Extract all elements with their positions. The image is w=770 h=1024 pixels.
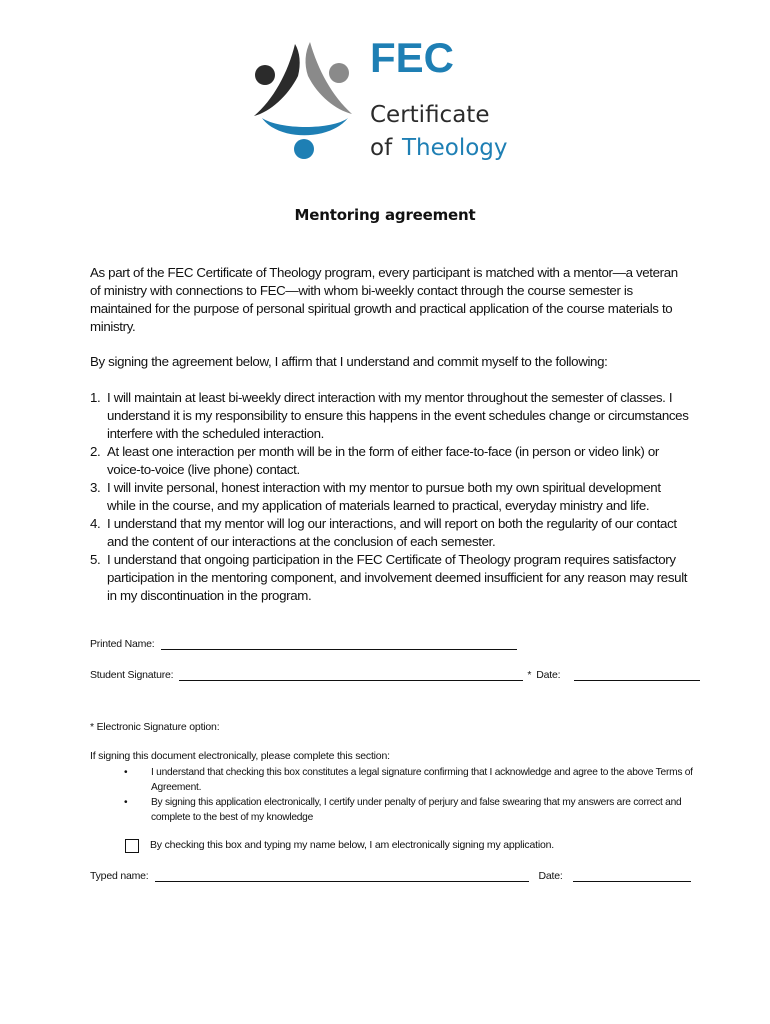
logo-brand: FEC	[370, 38, 454, 81]
signature-asterisk: *	[527, 669, 532, 681]
logo-line2-word: Theology	[402, 135, 508, 161]
list-item	[90, 479, 690, 515]
esig-checkbox-label: By checking this box and typing my name below, I am electronically signing my application.	[150, 839, 554, 851]
printed-name-row	[90, 638, 517, 650]
date2-label: Date:	[538, 870, 563, 882]
typed-name-label: Typed name:	[90, 870, 149, 882]
commitment-intro: By signing the agreement below, I affirm that I understand and commit myself to the following:	[90, 354, 608, 369]
esig-heading: * Electronic Signature option:	[90, 721, 220, 733]
list-item	[90, 515, 690, 551]
esig-checkbox[interactable]	[125, 839, 139, 853]
list-item	[90, 443, 690, 479]
fec-logo	[248, 38, 508, 168]
typed-name-line[interactable]	[155, 871, 529, 882]
list-item	[90, 389, 690, 443]
date-line[interactable]	[574, 670, 700, 681]
list-text: I will maintain at least bi-weekly direct interaction with my mentor throughout the semester of classes. I understand it is my responsibility to ensure this happens in the event schedules change or circumstances interfere with the scheduled interaction.	[107, 390, 689, 441]
list-number: 3.	[90, 480, 101, 495]
list-item	[120, 795, 710, 825]
date2-line[interactable]	[573, 871, 691, 882]
page-title: Mentoring agreement	[294, 206, 476, 224]
student-signature-line[interactable]	[179, 670, 523, 681]
list-number: 5.	[90, 552, 101, 567]
list-item	[90, 551, 690, 605]
list-number: 2.	[90, 444, 101, 459]
logo-line2-prefix: of	[370, 135, 393, 161]
intro-paragraph: As part of the FEC Certificate of Theology program, every participant is matched with a mentor—a veteran of ministry with connections to FEC—with whom bi-weekly contact through the course semester is maintained for the purpose of personal spiritual growth and practical application of the course materials to ministry.	[90, 265, 678, 334]
bullet-symbol: •	[124, 767, 128, 778]
commitment-list	[90, 389, 690, 605]
esig-instructions: If signing this document electronically, please complete this section:	[90, 750, 390, 762]
bullet-text: I understand that checking this box constitutes a legal signature confirming that I acknowledge and agree to the above Terms of Agreement.	[151, 767, 693, 793]
list-text: I will invite personal, honest interaction with my mentor to pursue both my own spiritual development while in the course, and my application of materials learned to practical, everyday ministry and life.	[107, 480, 661, 513]
list-number: 1.	[90, 390, 101, 405]
printed-name-line[interactable]	[161, 639, 517, 650]
esig-bullet-list	[120, 765, 710, 825]
bullet-symbol: •	[124, 797, 128, 808]
printed-name-label: Printed Name:	[90, 638, 155, 650]
typed-name-row	[90, 870, 691, 882]
list-text: At least one interaction per month will be in the form of either face-to-face (in person or video link) or voice-to-voice (live phone) contact.	[107, 444, 659, 477]
list-text: I understand that my mentor will log our interactions, and will report on both the regularity of our contact and the content of our interactions at the conclusion of each semester.	[107, 516, 677, 549]
logo-line1: Certificate	[370, 102, 490, 128]
list-text: I understand that ongoing participation in the FEC Certificate of Theology program requires satisfactory participation in the mentoring component, and involvement deemed insufficient for any reason may result in my discontinuation in the program.	[107, 552, 688, 603]
bullet-text: By signing this application electronically, I certify under penalty of perjury and false swearing that my answers are correct and complete to the best of my knowledge	[151, 797, 682, 823]
fec-logo-graphic	[248, 38, 508, 168]
list-number: 4.	[90, 516, 101, 531]
date-label: Date:	[536, 669, 561, 681]
student-signature-label: Student Signature:	[90, 669, 174, 681]
student-signature-row	[90, 669, 700, 681]
list-item	[120, 765, 710, 795]
